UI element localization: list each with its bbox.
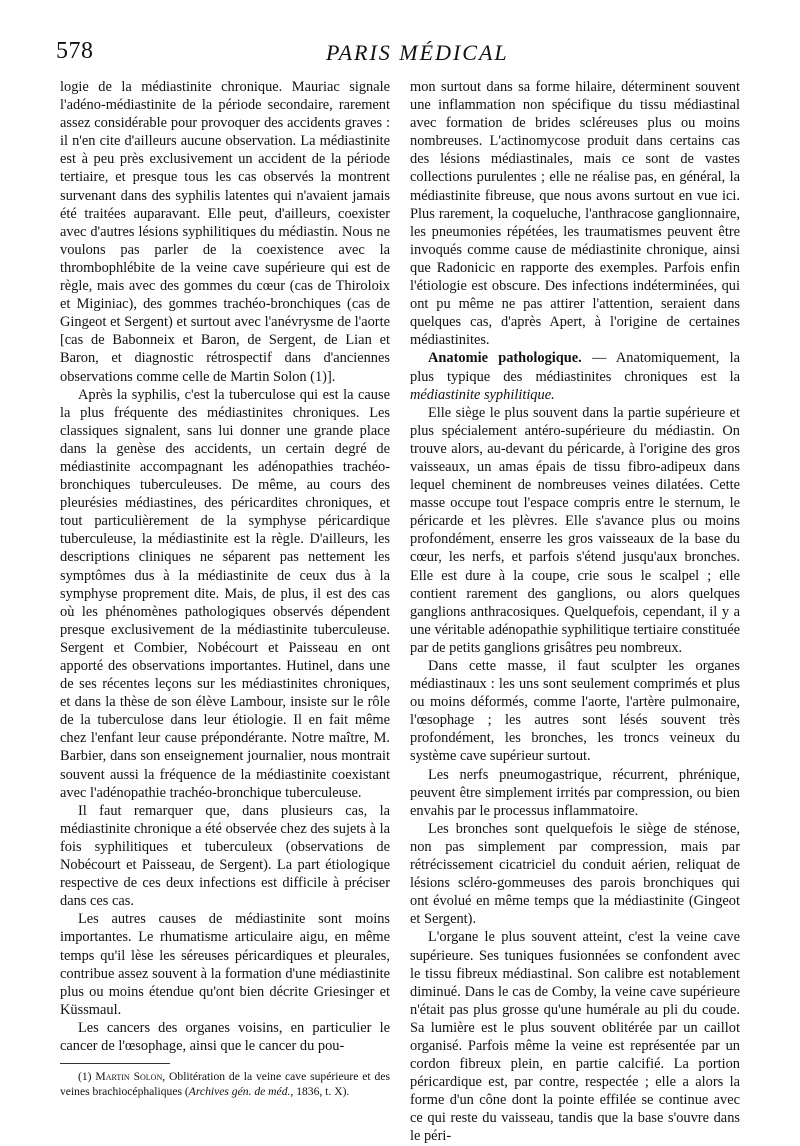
right-column [410,78,740,1146]
section-paragraph [410,349,740,403]
paragraph: Les nerfs pneumogastrique, récurrent, phrénique, peuvent être simplement irrités par compression, ou bien envahis par le processus inflammatoire. [410,766,740,819]
paragraph: L'organe le plus souvent atteint, c'est la veine cave supérieure. Ses tuniques fusionnées se confondent avec le tissu fibreux médiastinal. Son calibre est notablement diminué. Dans le cas de Comby, la veine cave supérieure n'était pas plus grosse qu'une humérale au pli du coude. Sa lumière est le plus souvent oblitérée par un caillot organisé. Parfois même la veine est représentée par un cordon fibreux plein, en partie calcifié. La portion péricardique est, par contre, respectée ; elle a alors la forme d'un cône dont la pointe effilée se continue avec ce qui reste du vaisseau, tandis que la base s'ouvre dans le péri- [410,929,740,1145]
paragraph: Il faut remarquer que, dans plusieurs cas, la médiastinite chronique a été observée chez des sujets à la fois syphilitiques et tuberculeux (observations de Nobécourt et Paisseau, de Sergent). La part étiologique respective de ces deux infections est difficile à préciser dans ces cas. [60,802,390,910]
footnote-journal: Archives gén. de méd. [188,1084,291,1098]
section-title: Anatomie pathologique. [428,350,582,367]
paragraph: Elle siège le plus souvent dans la partie supérieure et plus spécialement antéro-supérieure du médiastin. On trouve alors, au-devant du péricarde, à l'origine des gros vaisseaux, un amas épais de tissu fibro-adipeux dans lequel cheminent de nombreuses veines dilatées. Cette masse occupe tout l'espace compris entre le sternum, le péricarde et les plèvres. Elle s'avance plus ou moins profondément, enserre les gros vaisseaux de la base du cœur, les nerfs, et parfois s'étend jusqu'aux bronches. Elle est dure à la coupe, crie sous le scalpel ; elle contient rarement des ganglions, ou alors quelques ganglions anthracosiques. Quelquefois, cependant, il y a une véritable adénopathie syphilitique tertiaire constituée par de petits ganglions grisâtres peu nombreux. [410,404,740,656]
left-column [60,78,390,1099]
footnote-divider [60,1063,170,1064]
running-head: PARIS MÉDICAL [326,40,509,65]
paragraph: Dans cette masse, il faut sculpter les organes médiastinaux : les uns sont seulement comprimés et plus ou moins déformés, comme l'aorte, l'artère pulmonaire, l'œsophage ; les autres sont lésés souvent très profondément, les bronches, les troncs veineux du système cave supérieur surtout. [410,658,740,765]
page-header [56,38,746,72]
page-number: 578 [56,38,94,64]
paragraph: logie de la médiastinite chronique. Mauriac signale l'adéno-médiastinite de la période secondaire, rarement assez considérable pour provoquer des accidents graves : il n'en cite d'ailleurs aucune observation. La médiastinite est à peu près exclusivement un accident de la période tertiaire, et presque tous les cas observés la montrent survenant dans des syphilis latentes qui n'avaient jamais été traitées auparavant. Elle peut, d'ailleurs, coexister avec d'autres lésions syphilitiques du médiastin. Nous ne voulons pas parler de la coexistence avec la thrombophlébite de la veine cave supérieure qui est de règle, mais avec des gommes du cœur (cas de Thiroloix et Miginiac), des gommes trachéo-bronchiques (cas de Gingeot et Sergent) et surtout avec l'anévrysme de l'aorte [cas de Babonneix et Baron, de Sergent, de Lian et Baron, et diagnostic rétrospectif dans d'anciennes observations comme celle de Martin Solon (1)]. [60,79,390,385]
section-italic: médiastinite syphilitique. [410,386,555,403]
section-text: Anatomiquement, la plus typique des médiastinites chroniques est la [410,350,740,385]
footnote-author: Martin Solon [95,1070,163,1084]
footnote [60,1070,390,1099]
paragraph: Les autres causes de médiastinite sont moins importantes. Le rhumatisme articulaire aigu, en même temps qu'il lèse les séreuses péricardiques et pleurales, contribue assez souvent à la formation d'une médiastinite plus ou moins étendue qu'ont bien décrite Griesinger et Küssmaul. [60,911,390,1018]
footnote-marker: (1) [78,1070,92,1084]
paragraph: mon surtout dans sa forme hilaire, déterminent souvent une inflammation non spécifique du tissu médiastinal avec formation de brides scléreuses plus ou moins nombreuses. L'actinomycose produit dans certains cas des lésions médiastinales, mais ce sont de vastes collections purulentes ; elle ne réalise pas, en général, la médiastinite fibreuse, que nous avons surtout en vue ici. Plus rarement, la coqueluche, l'anthracose ganglionnaire, les pneumonies répétées, les traumatismes peuvent être invoqués comme cause de médiastinite chronique, ainsi que Radonicic en rapporte des exemples. Parfois enfin l'étiologie est obscure. Des infections indéterminées, qui ont pu même ne pas attirer l'attention, seraient dans quelques cas, d'après Apert, à l'origine de certaines médiastinites. [410,79,740,349]
paragraph: Après la syphilis, c'est la tuberculose qui est la cause la plus fréquente des médiastinites chroniques. Les classiques signalent, sans lui donner une grande place dans la genèse des accidents, un certain degré de médiastinite accompagnant les adénopathies trachéo-bronchiques tuberculeuses. De même, au cours des pleurésies médiastines, des péricardites chroniques, et tout particulièrement de la symphyse péricardique tuberculeuse, la médiastinite est la règle. D'ailleurs, les descriptions cliniques ne séparent pas nettement les symptômes dus à la médiastinite de ceux dus à la symphyse proprement dite. Mais, de plus, il est des cas où les phénomènes pathologiques observés dépendent presque exclusivement de la médiastinite tuberculeuse. Sergent et Combier, Nobécourt et Paisseau en ont apporté des observations importantes. Hutinel, dans une de ses récentes leçons sur les médiastinites chroniques, et dans la thèse de son élève Lambour, insiste sur le rôle de la tuberculose dans leur étiologie. Il en fait même chez l'enfant leur cause prépondérante. Notre maître, M. Barbier, dans son enseignement journalier, nous montrait souvent aussi la fréquence de la médiastinite coexistant avec l'adénopathie trachéo-bronchique tuberculeuse. [60,386,390,801]
paragraph: Les cancers des organes voisins, en particulier le cancer de l'œsophage, ainsi que le cancer du pou- [60,1019,390,1054]
section-dash: — [581,350,616,367]
footnote-text: , Oblitération de la veine cave supérieure et des veines brachiocéphaliques ( [60,1070,390,1098]
footnote-tail: , 1836, t. X). [290,1084,350,1098]
paragraph: Les bronches sont quelquefois le siège de sténose, non pas simplement par compression, mais par rétrécissement cicatriciel du conduit aérien, reliquat de lésions scléro-gommeuses des parois bronchiques qui ont évolué en même temps que la médiastinite (Gingeot et Sergent). [410,820,740,928]
